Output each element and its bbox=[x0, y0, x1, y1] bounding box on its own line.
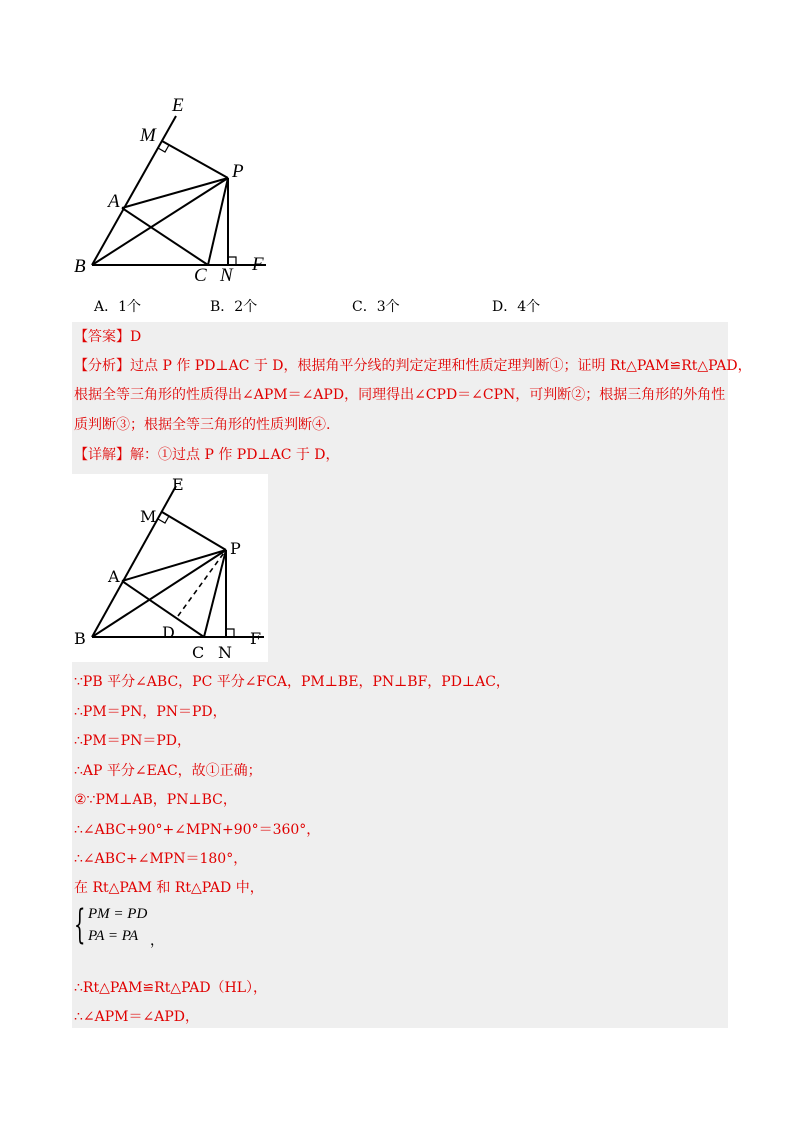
detail-intro: 解：①过点 P 作 PD⊥AC 于 D， bbox=[130, 447, 340, 463]
line-bp-2 bbox=[92, 550, 226, 637]
line-pd-dashed bbox=[178, 550, 226, 616]
label-m: M bbox=[140, 125, 156, 146]
analysis-line-2: 根据全等三角形的性质得出∠APM＝∠APD，同理得出∠CPD＝∠CPN，可判断②；根据三角形的外角性 bbox=[74, 387, 726, 403]
label-e-2: E bbox=[172, 475, 184, 494]
line-mp-2 bbox=[162, 512, 226, 550]
label-p: P bbox=[232, 161, 244, 182]
line-mp bbox=[162, 141, 228, 178]
analysis-line-3: 质判断③；根据全等三角形的性质判断④. bbox=[74, 417, 331, 433]
line-be bbox=[92, 116, 176, 265]
step-9: ∴Rt△PAM≌Rt△PAD（HL）， bbox=[74, 980, 268, 996]
label-n: N bbox=[220, 265, 233, 286]
figure-2-svg bbox=[72, 474, 268, 662]
label-e: E bbox=[172, 95, 184, 116]
step-2: ∴PM＝PN，PN＝PD， bbox=[74, 704, 227, 720]
answer-tag: 【答案】 bbox=[74, 329, 130, 345]
step-3: ∴PM＝PN＝PD， bbox=[74, 733, 191, 749]
label-f: F bbox=[252, 254, 264, 275]
analysis-line-1 bbox=[74, 356, 752, 376]
left-brace: { bbox=[74, 902, 86, 948]
step-4: ∴AP 平分∠EAC，故①正确； bbox=[74, 763, 262, 779]
figure-2 bbox=[72, 474, 268, 662]
step-1: ∵PB 平分∠ABC，PC 平分∠FCA，PM⊥BE，PN⊥BF，PD⊥AC， bbox=[74, 674, 510, 690]
step-7: ∴∠ABC+∠MPN＝180°， bbox=[74, 851, 248, 867]
label-b: B bbox=[74, 256, 86, 277]
equation-1: PM = PD bbox=[88, 906, 148, 922]
label-a: A bbox=[108, 191, 120, 212]
choice-d: D．4个 bbox=[492, 299, 541, 315]
analysis-tag: 【分析】 bbox=[74, 358, 130, 374]
choice-b: B．2个 bbox=[210, 299, 258, 315]
figure-1 bbox=[60, 92, 290, 292]
label-d-2: D bbox=[162, 623, 175, 642]
line-cp bbox=[208, 178, 228, 265]
step-8: 在 Rt△PAM 和 Rt△PAD 中， bbox=[74, 880, 264, 896]
choice-c: C．3个 bbox=[352, 299, 400, 315]
label-c: C bbox=[194, 265, 207, 286]
step-10: ∴∠APM＝∠APD， bbox=[74, 1009, 199, 1025]
answer-value: D bbox=[130, 329, 142, 345]
label-p-2: P bbox=[230, 539, 241, 558]
label-c-2: C bbox=[192, 643, 205, 662]
equation-system bbox=[74, 904, 194, 952]
label-n-2: N bbox=[218, 643, 232, 662]
equation-2: PA = PA bbox=[88, 928, 139, 944]
figure-1-svg bbox=[60, 92, 290, 292]
detail-tag: 【详解】 bbox=[74, 447, 130, 463]
line-be-2 bbox=[92, 486, 176, 637]
label-b-2: B bbox=[74, 629, 86, 648]
right-angle-n-2 bbox=[226, 629, 234, 637]
step-6: ∴∠ABC+90°+∠MPN+90°＝360°， bbox=[74, 822, 321, 838]
system-comma: ， bbox=[150, 933, 164, 949]
detail-line bbox=[74, 445, 340, 465]
analysis-text-1: 过点 P 作 PD⊥AC 于 D，根据角平分线的判定定理和性质定理判断①；证明 Rt△PAM≌Rt△PAD， bbox=[130, 358, 752, 374]
label-m-2: M bbox=[140, 507, 157, 526]
step-5: ②∵PM⊥AB，PN⊥BC， bbox=[74, 792, 237, 808]
label-f-2: F bbox=[250, 629, 262, 648]
choice-a: A．1个 bbox=[94, 299, 142, 315]
answer-line bbox=[74, 327, 141, 347]
label-a-2: A bbox=[108, 567, 120, 586]
right-angle-n bbox=[228, 257, 236, 265]
answer-choices bbox=[94, 296, 694, 318]
